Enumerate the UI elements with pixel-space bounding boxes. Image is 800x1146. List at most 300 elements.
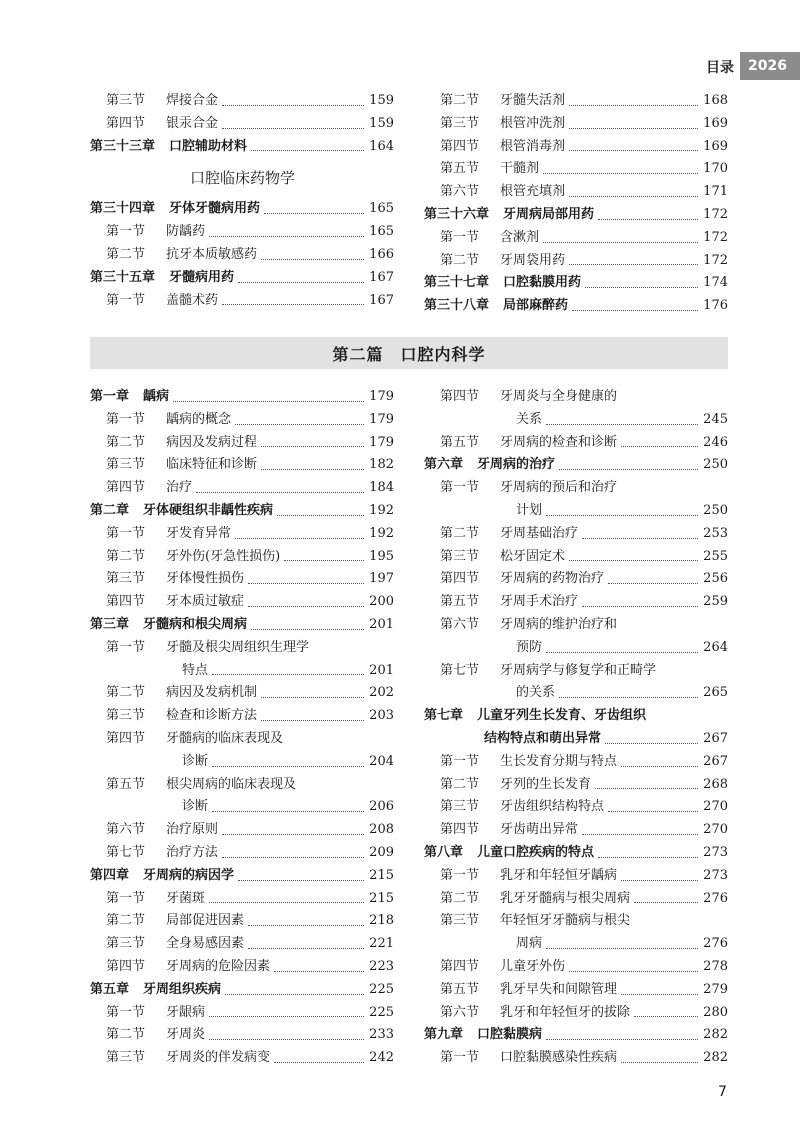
toc-section-entry[interactable]	[90, 1047, 394, 1070]
entry-title: 龋病的概念	[166, 411, 232, 427]
toc-section-entry[interactable]	[424, 568, 728, 591]
entry-number: 第三节	[106, 936, 146, 952]
leader-dots	[559, 469, 698, 470]
toc-section-entry[interactable]	[90, 568, 394, 591]
entry-title: 牙周袋用药	[500, 252, 566, 268]
leader-dots	[264, 213, 364, 214]
entry-number: 第二节	[440, 776, 480, 792]
entry-number: 第一节	[440, 1050, 480, 1066]
toc-section-entry[interactable]	[424, 113, 728, 136]
entry-title: 牙菌斑	[166, 890, 206, 906]
toc-section-entry[interactable]	[424, 158, 728, 181]
toc-section-entry[interactable]	[90, 523, 394, 546]
entry-title: 诊断	[182, 753, 209, 769]
entry-page: 282	[703, 1027, 728, 1043]
toc-section-entry[interactable]	[90, 751, 394, 774]
toc-section-entry[interactable]	[90, 90, 394, 113]
entry-title: 口腔黏膜用药	[503, 275, 582, 291]
entry-page: 256	[703, 571, 728, 587]
entry-number: 第四节	[106, 480, 146, 496]
leader-dots	[222, 834, 364, 835]
toc-section-entry[interactable]	[424, 682, 728, 705]
toc-chapter-entry[interactable]	[90, 500, 394, 523]
toc-section-entry[interactable]	[424, 227, 728, 250]
entry-page: 259	[703, 594, 728, 610]
entry-number: 第四节	[106, 594, 146, 610]
entry-page: 192	[369, 525, 394, 541]
toc-chapter-entry[interactable]	[90, 198, 394, 221]
toc-column-left	[90, 90, 394, 312]
toc-chapter-entry[interactable]	[90, 386, 394, 409]
entry-number: 第七节	[106, 844, 146, 860]
leader-dots	[274, 1062, 364, 1063]
toc-section-entry[interactable]	[90, 819, 394, 842]
entry-page: 215	[369, 867, 394, 883]
leader-dots	[569, 196, 698, 197]
entry-number: 第二节	[440, 93, 480, 108]
leader-dots	[546, 1039, 698, 1040]
toc-chapter-entry[interactable]	[424, 705, 728, 728]
entry-page: 172	[703, 229, 728, 245]
entry-number: 第三节	[106, 457, 146, 473]
entry-page: 225	[369, 981, 394, 997]
leader-dots	[572, 310, 698, 311]
entry-page: 182	[369, 457, 394, 473]
entry-page: 168	[703, 93, 728, 108]
toc-section-entry[interactable]	[90, 637, 394, 660]
leader-dots	[582, 606, 698, 607]
entry-number: 第三章	[90, 616, 130, 632]
toc-section-entry[interactable]	[90, 933, 394, 956]
leader-dots	[569, 971, 698, 972]
toc-column-right	[424, 90, 728, 318]
entry-number: 第二节	[106, 685, 146, 701]
entry-number: 第二节	[106, 246, 146, 262]
toc-chapter-entry[interactable]	[424, 272, 728, 295]
leader-dots	[196, 492, 364, 493]
leader-dots	[621, 766, 698, 767]
entry-title: 乳牙早失和间隙管理	[500, 981, 618, 997]
entry-page: 279	[703, 981, 728, 997]
toc-chapter-entry[interactable]	[90, 614, 394, 637]
entry-page: 268	[703, 776, 728, 792]
toc-section-entry[interactable]	[424, 500, 728, 523]
toc-column-right	[424, 386, 728, 1070]
entry-title: 牙周组织疾病	[143, 981, 222, 997]
leader-dots	[598, 219, 698, 220]
entry-page: 159	[369, 115, 394, 131]
leader-dots	[621, 994, 698, 995]
entry-number: 第一节	[440, 867, 480, 883]
entry-page: 206	[369, 799, 394, 815]
entry-number: 第三十三章	[90, 138, 156, 154]
leader-dots	[261, 697, 364, 698]
entry-number: 第三节	[106, 1050, 146, 1066]
entry-page: 250	[703, 457, 728, 473]
leader-dots	[569, 560, 698, 561]
entry-page: 169	[703, 115, 728, 131]
entry-title: 牙周炎	[166, 1027, 206, 1043]
entry-number: 第九章	[424, 1027, 464, 1043]
entry-page: 245	[703, 411, 728, 427]
entry-page: 233	[369, 1027, 394, 1043]
entry-title: 病因及发病过程	[166, 434, 258, 450]
toc-chapter-entry[interactable]	[90, 865, 394, 888]
toc-section-entry[interactable]	[90, 591, 394, 614]
entry-title: 牙周病的病因学	[143, 867, 235, 883]
entry-title: 乳牙牙髓病与根尖周病	[500, 890, 631, 906]
entry-title: 根尖周病的临床表现及	[166, 776, 297, 792]
entry-page: 270	[703, 799, 728, 815]
entry-title: 牙体慢性损伤	[166, 571, 245, 587]
leader-dots	[235, 538, 364, 539]
entry-title: 含漱剂	[500, 229, 540, 245]
entry-page: 179	[369, 434, 394, 450]
leader-dots	[543, 173, 698, 174]
toc-section-entry[interactable]	[424, 136, 728, 159]
toc-section-entry[interactable]	[424, 90, 728, 113]
leader-dots	[543, 242, 698, 243]
leader-dots	[598, 857, 698, 858]
entry-title: 局部促进因素	[166, 913, 245, 929]
toc-section-entry[interactable]	[90, 290, 394, 313]
entry-number: 第三节	[106, 708, 146, 724]
entry-page: 170	[703, 161, 728, 177]
running-header-label: 目录	[706, 60, 734, 76]
leader-dots	[569, 128, 698, 129]
entry-title: 口腔黏膜病	[477, 1027, 543, 1043]
toc-chapter-entry[interactable]	[424, 1024, 728, 1047]
leader-dots	[274, 971, 364, 972]
toc-chapter-entry[interactable]	[424, 728, 728, 751]
entry-page: 174	[703, 275, 728, 291]
toc-section-entry[interactable]	[424, 523, 728, 546]
entry-page: 208	[369, 822, 394, 838]
entry-title: 牙周病的药物治疗	[500, 571, 605, 587]
entry-title: 牙周病的危险因素	[166, 958, 271, 974]
entry-title: 牙发育异常	[166, 525, 232, 541]
leader-dots	[248, 583, 364, 584]
leader-dots	[212, 674, 364, 675]
toc-section-entry[interactable]	[424, 546, 728, 569]
toc-section-entry[interactable]	[424, 933, 728, 956]
entry-number: 第六章	[424, 457, 464, 473]
entry-number: 第一节	[106, 890, 146, 906]
entry-page: 165	[369, 201, 394, 217]
entry-number: 第三节	[106, 571, 146, 587]
entry-title: 特点	[182, 662, 209, 678]
entry-number: 第二章	[90, 502, 130, 518]
leader-dots	[559, 697, 698, 698]
entry-title: 牙周病的维护治疗和	[500, 616, 618, 632]
toc-section-entry[interactable]	[424, 1002, 728, 1025]
leader-dots	[222, 128, 364, 129]
leader-dots	[284, 560, 364, 561]
toc-section-entry[interactable]	[424, 865, 728, 888]
entry-title: 乳牙和年轻恒牙龋病	[500, 867, 618, 883]
entry-page: 179	[369, 411, 394, 427]
toc-column-left	[90, 386, 394, 1070]
entry-number: 第一章	[90, 389, 130, 404]
entry-page: 172	[703, 206, 728, 222]
leader-dots	[222, 304, 364, 305]
leader-dots	[222, 105, 364, 106]
entry-page: 167	[369, 292, 394, 308]
toc-section-entry[interactable]	[424, 409, 728, 432]
entry-page: 201	[369, 616, 394, 632]
entry-number: 第四节	[440, 822, 480, 838]
entry-number: 第一节	[106, 1004, 146, 1020]
entry-title: 病因及发病机制	[166, 685, 258, 701]
entry-page: 218	[369, 913, 394, 929]
toc-section-entry[interactable]	[424, 637, 728, 660]
entry-page: 270	[703, 822, 728, 838]
entry-title: 局部麻醉药	[503, 298, 569, 314]
toc-section-entry[interactable]	[90, 1024, 394, 1047]
leader-dots	[621, 880, 698, 881]
leader-dots	[621, 1062, 698, 1063]
entry-title: 龋病	[143, 389, 170, 404]
entry-title: 牙周病的检查和诊断	[500, 434, 618, 450]
entry-number: 第六节	[440, 1004, 480, 1020]
toc-section-entry[interactable]	[424, 250, 728, 273]
toc-section-entry[interactable]	[424, 432, 728, 455]
entry-title: 计划	[516, 502, 543, 518]
entry-number: 第一节	[440, 480, 480, 496]
leader-dots	[235, 424, 364, 425]
entry-number: 第二节	[106, 434, 146, 450]
toc-section-entry[interactable]	[90, 888, 394, 911]
entry-page: 203	[369, 708, 394, 724]
entry-page: 171	[703, 184, 728, 200]
entry-title: 牙髓病的临床表现及	[166, 730, 284, 746]
toc-section-entry[interactable]	[424, 819, 728, 842]
toc-section-entry[interactable]	[424, 614, 728, 637]
toc-section-entry[interactable]	[90, 113, 394, 136]
entry-title: 牙外伤(牙急性损伤)	[166, 548, 281, 564]
entry-page: 273	[703, 867, 728, 883]
entry-number: 第六节	[440, 184, 480, 200]
entry-number: 第四节	[106, 958, 146, 974]
leader-dots	[546, 515, 698, 516]
leader-dots	[261, 446, 364, 447]
entry-page: 192	[369, 502, 394, 518]
entry-title: 牙本质过敏症	[166, 594, 245, 610]
leader-dots	[582, 538, 698, 539]
entry-page: 200	[369, 594, 394, 610]
entry-number: 第一节	[440, 753, 480, 769]
entry-title: 周病	[516, 936, 543, 952]
entry-title: 牙齿组织结构特点	[500, 799, 605, 815]
entry-title: 牙龈病	[166, 1004, 206, 1020]
toc-section-entry[interactable]	[90, 660, 394, 683]
entry-title: 牙髓病用药	[169, 269, 235, 285]
toc-chapter-entry[interactable]	[90, 979, 394, 1002]
entry-title: 牙周病的治疗	[477, 457, 556, 473]
toc-section-entry[interactable]	[90, 796, 394, 819]
leader-dots	[595, 788, 698, 789]
entry-number: 第三十八章	[424, 298, 490, 314]
leader-dots	[261, 259, 364, 260]
entry-number: 第一节	[440, 229, 480, 245]
entry-number: 第六节	[440, 616, 480, 632]
leader-dots	[209, 1039, 364, 1040]
entry-title: 抗牙本质敏感药	[166, 246, 258, 262]
toc-section-entry[interactable]	[424, 979, 728, 1002]
entry-title: 银汞合金	[166, 115, 219, 131]
entry-number: 第四节	[106, 115, 146, 131]
toc-section-entry[interactable]	[424, 660, 728, 683]
entry-title: 的关系	[516, 685, 556, 701]
entry-title: 防龋药	[166, 224, 206, 240]
entry-title: 牙列的生长发育	[500, 776, 592, 792]
leader-dots	[582, 834, 698, 835]
toc-section-entry[interactable]	[90, 454, 394, 477]
entry-number: 第三节	[440, 548, 480, 564]
leader-dots	[634, 1016, 698, 1017]
toc-chapter-entry[interactable]	[424, 454, 728, 477]
leader-dots	[569, 105, 698, 106]
leader-dots	[261, 720, 364, 721]
entry-page: 223	[369, 958, 394, 974]
entry-number: 第四节	[440, 571, 480, 587]
leader-dots	[634, 902, 698, 903]
entry-title: 根管消毒剂	[500, 138, 566, 154]
toc-section-entry[interactable]	[424, 386, 728, 409]
toc-section-entry[interactable]	[90, 546, 394, 569]
entry-page: 280	[703, 1004, 728, 1020]
entry-page: 255	[703, 548, 728, 564]
entry-page: 225	[369, 1004, 394, 1020]
entry-title: 治疗方法	[166, 844, 219, 860]
entry-title: 临床特征和诊断	[166, 457, 258, 473]
entry-title: 牙体牙髓病用药	[169, 201, 261, 217]
toc-section-entry[interactable]	[90, 682, 394, 705]
entry-number: 第五节	[440, 594, 480, 610]
entry-title: 年轻恒牙牙髓病与根尖	[500, 913, 631, 929]
entry-title: 牙周手术治疗	[500, 594, 579, 610]
entry-page: 195	[369, 548, 394, 564]
toc-chapter-entry[interactable]	[424, 295, 728, 318]
toc-chapter-entry[interactable]	[424, 842, 728, 865]
entry-title: 牙髓失活剂	[500, 93, 566, 108]
entry-number: 第三节	[440, 913, 480, 929]
entry-number: 第二节	[106, 913, 146, 929]
entry-title: 口腔辅助材料	[169, 138, 248, 154]
toc-section-entry[interactable]	[424, 477, 728, 500]
entry-number: 第三节	[106, 93, 146, 108]
entry-page: 215	[369, 890, 394, 906]
entry-number: 第一节	[106, 525, 146, 541]
entry-title: 儿童口腔疾病的特点	[477, 844, 595, 860]
toc-section-entry[interactable]	[90, 842, 394, 865]
leader-dots	[251, 629, 364, 630]
entry-page: 265	[703, 685, 728, 701]
toc-section-entry[interactable]	[90, 244, 394, 267]
toc-section-entry[interactable]	[424, 181, 728, 204]
entry-number: 第二节	[106, 1027, 146, 1043]
entry-number: 第一节	[106, 292, 146, 308]
entry-number: 第八章	[424, 844, 464, 860]
toc-chapter-entry[interactable]	[424, 204, 728, 227]
toc-section-entry[interactable]	[90, 221, 394, 244]
leader-dots	[608, 811, 698, 812]
toc-section-entry[interactable]	[424, 751, 728, 774]
entry-number: 第四节	[440, 138, 480, 154]
leader-dots	[605, 743, 698, 744]
toc-section-entry[interactable]	[90, 956, 394, 979]
toc-chapter-entry[interactable]	[90, 136, 394, 159]
entry-number: 第三十六章	[424, 206, 490, 222]
entry-number: 第二节	[440, 525, 480, 541]
toc-section-entry[interactable]	[90, 432, 394, 455]
entry-page: 278	[703, 958, 728, 974]
entry-page: 282	[703, 1050, 728, 1066]
leader-dots	[621, 446, 698, 447]
toc-section-entry[interactable]	[90, 774, 394, 797]
toc-section-entry[interactable]	[90, 705, 394, 728]
toc-section-entry[interactable]	[90, 477, 394, 500]
entry-title: 乳牙和年轻恒牙的拔除	[500, 1004, 631, 1020]
toc-section-entry[interactable]	[90, 409, 394, 432]
entry-title: 治疗原则	[166, 822, 219, 838]
entry-number: 第三十四章	[90, 201, 156, 217]
entry-title: 牙周炎的伴发病变	[166, 1050, 271, 1066]
part-banner: 第二篇 口腔内科学	[90, 337, 728, 369]
toc-section-entry[interactable]	[424, 591, 728, 614]
entry-title: 关系	[516, 411, 543, 427]
entry-number: 第五节	[440, 161, 480, 177]
leader-dots	[546, 948, 698, 949]
entry-title: 儿童牙列生长发育、牙齿组织	[477, 708, 647, 724]
entry-number: 第五节	[440, 981, 480, 997]
entry-page: 264	[703, 639, 728, 655]
toc-section-entry[interactable]	[424, 910, 728, 933]
entry-page: 167	[369, 269, 394, 285]
entry-page: 176	[703, 298, 728, 314]
toc-section-entry[interactable]	[424, 956, 728, 979]
entry-title: 牙周病局部用药	[503, 206, 595, 222]
entry-title: 根管充填剂	[500, 184, 566, 200]
toc-section-entry[interactable]	[90, 728, 394, 751]
toc-section-entry[interactable]	[90, 910, 394, 933]
leader-dots	[212, 811, 364, 812]
toc-section-entry[interactable]	[424, 796, 728, 819]
leader-dots	[248, 606, 364, 607]
entry-number: 第二节	[106, 548, 146, 564]
entry-title: 牙周病的预后和治疗	[500, 480, 618, 496]
toc-section-entry[interactable]	[90, 1002, 394, 1025]
entry-number: 第三十五章	[90, 269, 156, 285]
leader-dots	[261, 469, 364, 470]
toc-section-entry[interactable]	[424, 888, 728, 911]
entry-title: 根管冲洗剂	[500, 115, 566, 131]
toc-top-section	[0, 90, 800, 330]
entry-number: 第三节	[440, 799, 480, 815]
leader-dots	[173, 401, 364, 402]
entry-title: 牙周炎与全身健康的	[500, 389, 618, 404]
entry-page: 253	[703, 525, 728, 541]
toc-section-entry[interactable]	[424, 1047, 728, 1070]
entry-title: 预防	[516, 639, 543, 655]
toc-chapter-entry[interactable]	[90, 267, 394, 290]
entry-number: 第五节	[440, 434, 480, 450]
entry-number: 第四节	[440, 389, 480, 404]
entry-page: 166	[369, 246, 394, 262]
toc-section-entry[interactable]	[424, 774, 728, 797]
leader-dots	[225, 994, 364, 995]
entry-page: 172	[703, 252, 728, 268]
